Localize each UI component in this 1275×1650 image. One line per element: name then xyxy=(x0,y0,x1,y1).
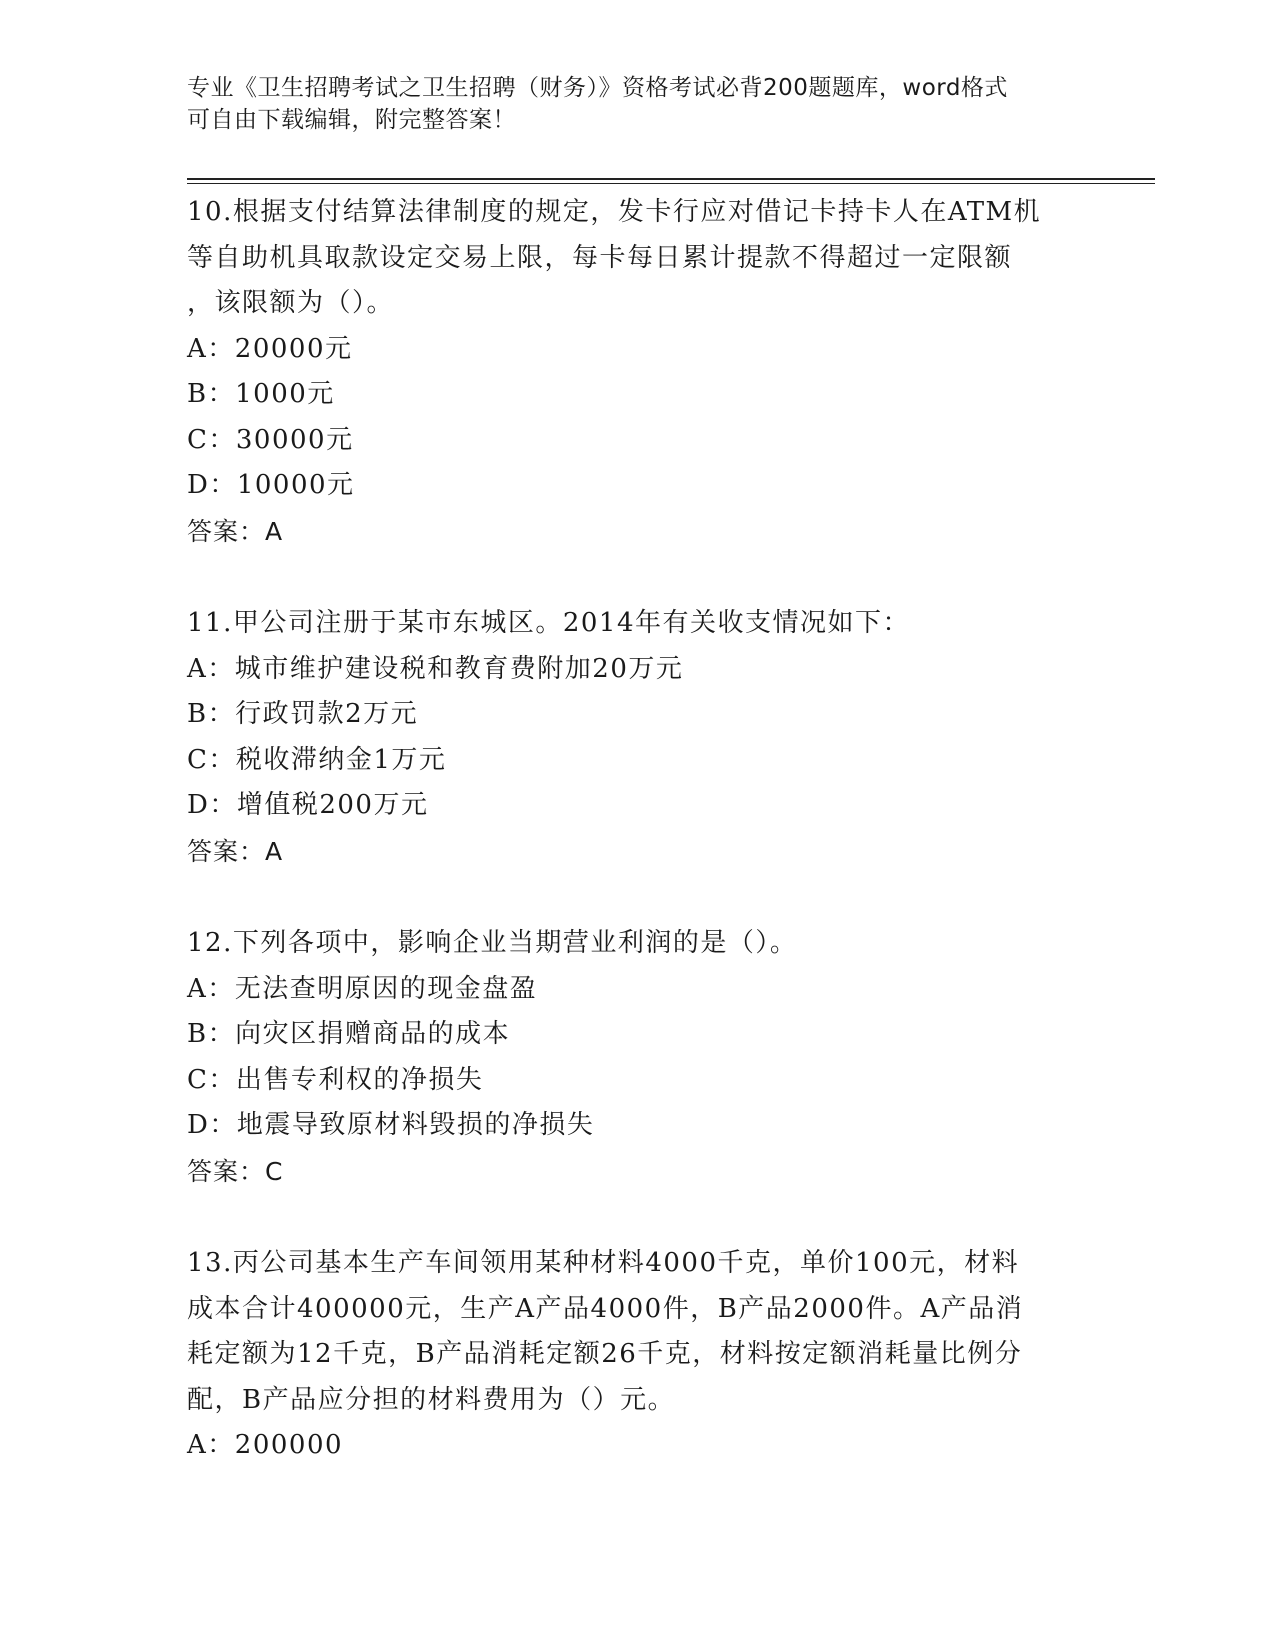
stem-line: 12.下列各项中，影响企业当期营业利润的是（）。 xyxy=(187,928,798,958)
option-c: C：30000元 xyxy=(187,424,354,455)
option-a: A：200000 xyxy=(187,1430,344,1460)
question-list xyxy=(187,190,1087,1516)
stem-line: 等自助机具取款设定交易上限，每卡每日累计提款不得超过一定限额 xyxy=(187,242,1013,273)
stem-line: 耗定额为12千克，B产品消耗定额26千克，材料按定额消耗量比例分 xyxy=(187,1339,1023,1369)
question-11 xyxy=(187,601,1087,874)
answer-line: 答案：C xyxy=(187,1156,284,1186)
question-13 xyxy=(187,1241,1087,1469)
header-line-2: 可自由下载编辑，附完整答案！ xyxy=(187,107,516,133)
option-b: B：1000元 xyxy=(187,379,335,409)
answer-line: 答案：A xyxy=(187,516,284,546)
stem-line: ，该限额为（）。 xyxy=(187,288,395,318)
header-line-1: 专业《卫生招聘考试之卫生招聘（财务）》资格考试必背200题题库，word格式 xyxy=(187,75,1008,101)
question-stem xyxy=(187,601,1087,647)
question-stem xyxy=(187,190,1087,327)
option-a: A：城市维护建设税和教育费附加20万元 xyxy=(187,653,684,684)
option-c: C：出售专利权的净损失 xyxy=(187,1064,484,1095)
header-divider-thin xyxy=(187,183,1155,184)
option-c: C：税收滞纳金1万元 xyxy=(187,744,447,775)
header-divider-thick xyxy=(187,178,1155,180)
stem-line: 11.甲公司注册于某市东城区。2014年有关收支情况如下： xyxy=(187,608,911,638)
answer-line: 答案：A xyxy=(187,836,284,866)
document-header xyxy=(187,72,1067,136)
question-stem xyxy=(187,921,1087,967)
option-b: B：行政罚款2万元 xyxy=(187,699,419,729)
option-a: A：无法查明原因的现金盘盈 xyxy=(187,973,538,1004)
stem-line: 配，B产品应分担的材料费用为（）元。 xyxy=(187,1384,676,1415)
option-d: D：增值税200万元 xyxy=(187,790,429,820)
stem-line: 13.丙公司基本生产车间领用某种材料4000千克，单价100元，材料 xyxy=(187,1248,1020,1278)
question-stem xyxy=(187,1241,1087,1423)
option-d: D：地震导致原材料毁损的净损失 xyxy=(187,1110,595,1140)
question-10 xyxy=(187,190,1087,554)
question-12 xyxy=(187,921,1087,1194)
stem-line: 10.根据支付结算法律制度的规定，发卡行应对借记卡持卡人在ATM机 xyxy=(187,197,1042,227)
option-b: B：向灾区捐赠商品的成本 xyxy=(187,1019,511,1049)
option-a: A：20000元 xyxy=(187,333,353,364)
option-d: D：10000元 xyxy=(187,470,355,500)
stem-line: 成本合计400000元，生产A产品4000件，B产品2000件。A产品消 xyxy=(187,1293,1024,1324)
